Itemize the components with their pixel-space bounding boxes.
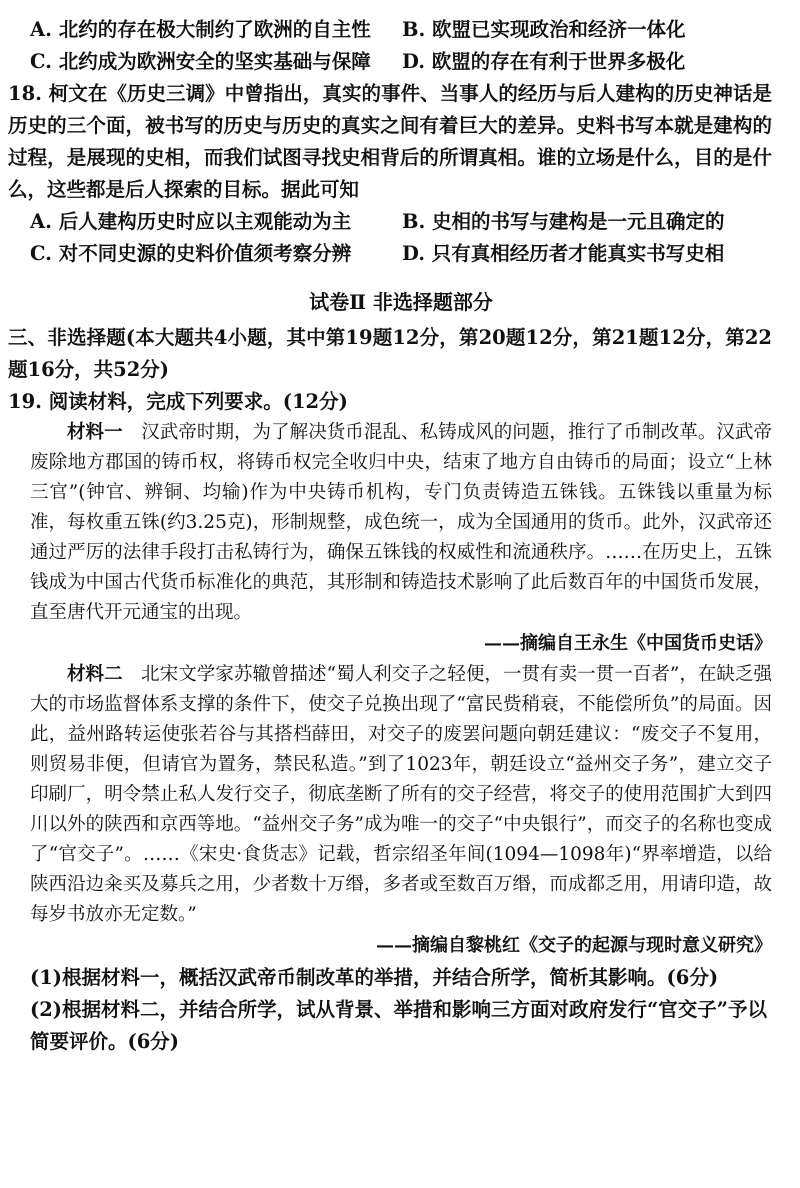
q18-stem: 18. 柯文在《历史三调》中曾指出，真实的事件、当事人的经历与后人建构的历史神话是历史的三个面，被书写的历史与历史的真实之间有着巨大的差异。史料书写本就是建构的过程，是展现的史相，而我们试图寻找史相背后的所谓真相。谁的立场是什么，目的是什么，这些都是后人探索的目标。据此可知 bbox=[8, 82, 772, 201]
q19-stem: 19. 阅读材料，完成下列要求。(12分) bbox=[8, 390, 348, 413]
q17-option-c: C. 北约成为欧洲安全的坚实基础与保障 bbox=[30, 50, 371, 73]
q17-option-b: B. 欧盟已实现政治和经济一体化 bbox=[402, 18, 686, 41]
q18-options-row-2 bbox=[30, 238, 772, 270]
q19-sub-question-2: (2)根据材料二，并结合所学，试从背景、举措和影响三方面对政府发行“官交子”予以简要评价。(6分) bbox=[30, 998, 767, 1053]
material-one-label: 材料一 bbox=[67, 422, 123, 443]
q17-options-row-2 bbox=[30, 46, 772, 78]
material-two-source: ——摘编自黎桃红《交子的起源与现时意义研究》 bbox=[376, 935, 772, 956]
material-one-source: ——摘编自王永生《中国货币史话》 bbox=[484, 633, 772, 654]
material-two-label: 材料二 bbox=[67, 664, 123, 685]
q17-option-a: A. 北约的存在极大制约了欧洲的自主性 bbox=[30, 18, 371, 41]
section-heading: 三、非选择题(本大题共4小题，其中第19题12分，第20题12分，第21题12分，第22题16分，共52分) bbox=[8, 326, 772, 381]
q17-option-d: D. 欧盟的存在有利于世界多极化 bbox=[402, 50, 686, 73]
material-one bbox=[30, 418, 772, 628]
q18-option-d: D. 只有真相经历者才能真实书写史相 bbox=[402, 242, 725, 265]
q18-option-a: A. 后人建构历史时应以主观能动为主 bbox=[30, 210, 352, 233]
q18-option-b: B. 史相的书写与建构是一元且确定的 bbox=[402, 210, 725, 233]
material-one-text: 汉武帝时期，为了解决货币混乱、私铸成风的问题，推行了币制改革。汉武帝废除地方郡国的铸币权，将铸币权完全收归中央，结束了地方自由铸币的局面；设立“上林三官”(钟官、辨铜、均输)作为中央铸币机构，专门负责铸造五铢钱。五铢钱以重量为标准，每枚重五铢(约3.25克)，形制规整，成色统一，成为全国通用的货币。此外，汉武帝还通过严厉的法律手段打击私铸行为，确保五铢钱的权威性和流通秩序。……在历史上，五铢钱成为中国古代货币标准化的典范，其形制和铸造技术影响了此后数百年的中国货币发展，直至唐代开元通宝的出现。 bbox=[30, 422, 772, 623]
material-two bbox=[30, 660, 772, 930]
section-title: 试卷Ⅱ 非选择题部分 bbox=[309, 290, 493, 314]
q18-option-c: C. 对不同史源的史料价值须考察分辨 bbox=[30, 242, 352, 265]
q17-options-row-1 bbox=[30, 0, 772, 46]
q19-sub-question-1: (1)根据材料一，概括汉武帝币制改革的举措，并结合所学，简析其影响。(6分) bbox=[30, 966, 719, 989]
material-two-text: 北宋文学家苏辙曾描述“蜀人利交子之轻便，一贯有卖一贯一百者”，在缺乏强大的市场监督体系支撑的条件下，使交子兑换出现了“富民赀稍衰，不能偿所负”的局面。因此，益州路转运使张若谷与其搭档薛田，对交子的废罢问题向朝廷建议：“废交子不复用，则贸易非便，但请官为置务，禁民私造。”到了1023年，朝廷设立“益州交子务”，建立交子印刷厂，明令禁止私人发行交子，彻底垄断了所有的交子经营，将交子的使用范围扩大到四川以外的陕西和京西等地。“益州交子务”成为唯一的交子“中央银行”，而交子的名称也变成了“官交子”。……《宋史·食货志》记载，哲宗绍圣年间(1094—1098年)“界率增造，以给陕西沿边籴买及募兵之用，少者数十万缗，多者或至数百万缗，而成都乏用，用请印造，故每岁书放亦无定数。” bbox=[30, 664, 772, 925]
q18-options-row-1 bbox=[30, 206, 772, 238]
